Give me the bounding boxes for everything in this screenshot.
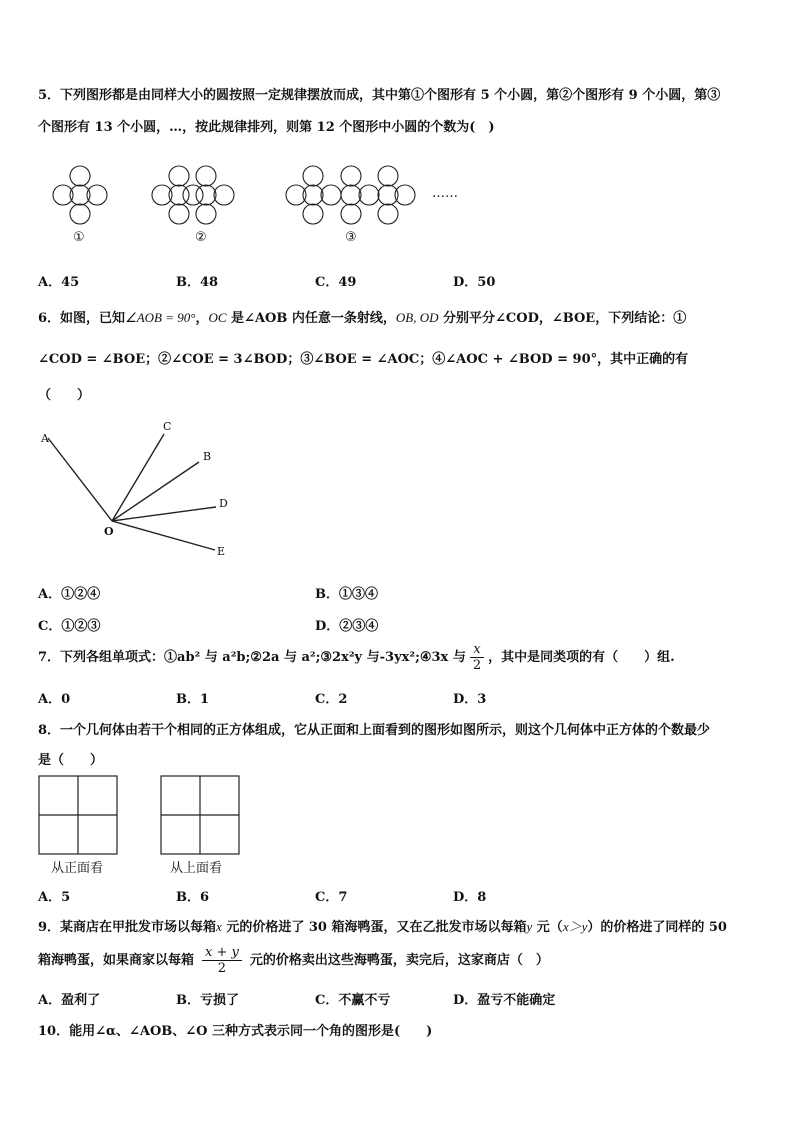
q5-figure-label-1: ①: [73, 230, 85, 245]
q9-option-d: D．盈亏不能确定: [453, 993, 556, 1008]
q8-option-d: D．8: [453, 890, 487, 905]
q8-stem-line2: 是（ ）: [38, 753, 104, 768]
q5-figure-label-3: ③: [345, 230, 357, 245]
q6-option-c: C．①②③: [38, 619, 101, 634]
q5-option-a: A．45: [38, 275, 80, 290]
q8-option-c: C．7: [315, 890, 348, 905]
q9-text-e: 箱海鸭蛋，如果商家以每箱: [38, 953, 195, 968]
q6-option-d: D．②③④: [315, 619, 379, 634]
q6-stem-line2: ∠COD = ∠BOE；②∠COE = 3∠BOD；③∠BOE = ∠AOC；④∠AOC + ∠BOD = 90°，其中正确的有: [38, 352, 689, 367]
q9-option-c: C．不赢不亏: [315, 993, 391, 1008]
q7-option-a: A．0: [38, 692, 71, 707]
q7-fraction-numerator: x: [470, 642, 484, 658]
q7-option-c: C．2: [315, 692, 348, 707]
q5-ellipsis: ……: [432, 186, 458, 201]
q5-figure-label-2: ②: [195, 230, 207, 245]
q6-point-e: E: [217, 545, 226, 558]
q8-top-view-label: 从上面看: [170, 861, 223, 876]
q9-stem-line1: [38, 916, 727, 935]
q8-front-view-label: 从正面看: [51, 861, 104, 876]
q9-stem-line2: [38, 945, 549, 976]
q9-text-f: 元的价格卖出这些海鸭蛋，卖完后，这家商店（ ）: [249, 953, 549, 968]
q7-text-b: ，其中是同类项的有（ ）组.: [488, 650, 675, 665]
q9-option-b: B．亏损了: [176, 993, 239, 1008]
q5-stem-line1: 5．下列图形都是由同样大小的圆按照一定规律摆放而成，其中第①个图形有 5 个小圆，第②个图形有 9 个小圆，第③: [38, 88, 721, 103]
q9-text-b: 元的价格进了 30 箱海鸭蛋，又在乙批发市场以每箱: [221, 920, 527, 935]
q6-text-c: 是∠AOB 内任意一条射线，: [226, 311, 396, 326]
q6-point-b: B: [203, 450, 212, 463]
q9-var-y: y: [526, 919, 533, 934]
q9-fraction: [202, 945, 242, 976]
q9-var-x: x: [216, 919, 222, 934]
q7-fraction-denominator: 2: [472, 658, 482, 673]
q8-stem-line1: 8．一个几何体由若干个相同的正方体组成，它从正面和上面看到的图形如图所示，则这个几何体中正方体的个数最少: [38, 723, 711, 738]
q9-text-c: 元（: [532, 920, 563, 935]
q6-point-o: O: [104, 525, 114, 538]
q9-option-a: A．盈利了: [38, 993, 101, 1008]
q6-angle-aob: ∠AOB = 90°: [125, 310, 196, 325]
q6-point-a: A: [41, 432, 49, 445]
q6-text-a: 6．如图，已知: [38, 311, 126, 326]
q6-text-b: ，: [195, 311, 209, 326]
q6-rays-ob-od: OB, OD: [395, 310, 439, 325]
q5-option-b: B．48: [176, 275, 219, 290]
q6-stem-line3: （ ）: [38, 388, 91, 403]
q6-option-b: B．①③④: [315, 587, 378, 602]
q7-option-b: B．1: [176, 692, 210, 707]
q7-option-d: D．3: [453, 692, 487, 707]
q8-option-a: A．5: [38, 890, 71, 905]
q9-text-d: ）的价格进了同样的 50: [587, 920, 727, 935]
q10-stem: 10．能用∠α、∠AOB、∠O 三种方式表示同一个角的图形是( ): [38, 1024, 433, 1039]
q6-ray-oc: OC: [208, 310, 227, 325]
q5-option-c: C．49: [315, 275, 357, 290]
q9-text-a: 9．某商店在甲批发市场以每箱: [38, 920, 217, 935]
q6-option-a: A．①②④: [38, 587, 101, 602]
q6-point-d: D: [219, 497, 228, 510]
q6-point-c: C: [163, 420, 172, 433]
q9-condition: x＞y: [562, 919, 588, 934]
q6-text-d: 分别平分∠COD，∠BOE，下列结论：①: [438, 311, 687, 326]
q9-fraction-denominator: 2: [217, 961, 227, 976]
q9-fraction-numerator: x + y: [202, 945, 242, 961]
q8-option-b: B．6: [176, 890, 210, 905]
q5-option-d: D．50: [453, 275, 496, 290]
q5-stem-line2: 个图形有 13 个小圆，…，按此规律排列，则第 12 个图形中小圆的个数为( ): [38, 120, 495, 135]
q7-text-a: 7．下列各组单项式：①ab² 与 a²b;②2a 与 a²;③2x²y 与-3yx²;④3x 与: [38, 650, 466, 665]
